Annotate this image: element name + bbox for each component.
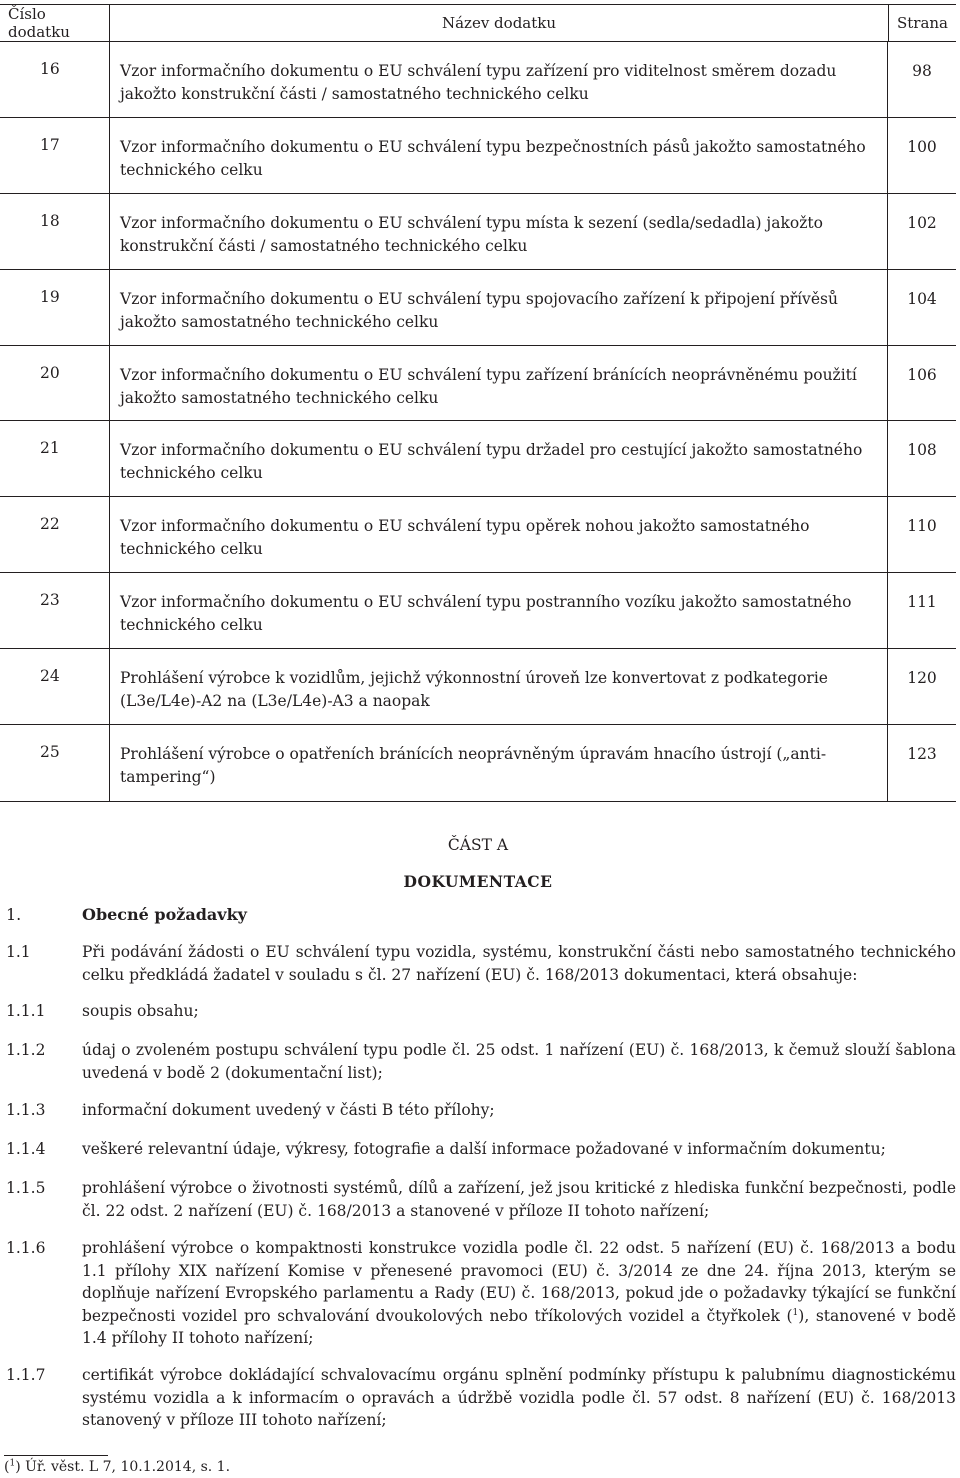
row-number: 19 [0, 270, 110, 345]
paragraph-number: 1.1.7 [6, 1366, 46, 1384]
row-page: 111 [907, 593, 937, 612]
row-title: Vzor informačního dokumentu o EU schválení typu místa k sezení (sedla/sedadla) jakožto konstrukční části / samostatného technického celku [110, 194, 888, 269]
paragraph-number: 1.1.4 [6, 1140, 46, 1158]
paragraph-1-1 [6, 941, 956, 986]
row-page: 110 [907, 517, 937, 536]
paragraph-text: prohlášení výrobce o životnosti systémů, dílů a zařízení, jež jsou kritické z hlediska funkční bezpečnosti, podle čl. 22 odst. 2 nařízení (EU) č. 168/2013 a stanovené v příloze II tohoto nařízení; [82, 1179, 956, 1220]
row-page: 123 [907, 745, 937, 764]
part-title: DOKUMENTACE [403, 872, 553, 891]
paragraph-number: 1.1.3 [6, 1101, 46, 1119]
row-number: 21 [0, 421, 110, 496]
table-header [0, 5, 956, 42]
appendix-table [0, 4, 956, 802]
footnote-text: Úř. věst. L 7, 10.1.2014, s. 1. [25, 1459, 231, 1475]
paragraph-number: 1.1.2 [6, 1041, 46, 1059]
paragraph-1-1-2 [6, 1039, 956, 1084]
row-number: 20 [0, 346, 110, 421]
row-title: Vzor informačního dokumentu o EU schválení typu zařízení bránících neoprávněnému použití jakožto samostatného technického celku [110, 346, 888, 421]
paragraph-text: údaj o zvoleném postupu schválení typu podle čl. 25 odst. 1 nařízení (EU) č. 168/2013, k čemuž slouží šablona uvedená v bodě 2 (dokumentační list); [82, 1041, 956, 1082]
paragraph-1-1-7 [6, 1364, 956, 1432]
row-page: 100 [907, 137, 937, 156]
row-number: 22 [0, 497, 110, 572]
table-row [0, 725, 956, 801]
row-title: Prohlášení výrobce o opatřeních bránících neoprávněným úpravám hnacího ústrojí („anti-tampering“) [110, 725, 888, 801]
header-title: Název dodatku [110, 5, 889, 41]
section-heading [6, 905, 247, 924]
table-row [0, 118, 956, 194]
table-row [0, 573, 956, 649]
table-row [0, 42, 956, 118]
paragraph-1-1-3 [6, 1099, 956, 1122]
row-number: 16 [0, 42, 110, 117]
table-row [0, 421, 956, 497]
row-number: 18 [0, 194, 110, 269]
footnote-divider [4, 1455, 108, 1456]
section-title: Obecné požadavky [82, 905, 247, 924]
row-page: 106 [907, 365, 937, 384]
table-row [0, 270, 956, 346]
row-page: 104 [907, 289, 937, 308]
row-page: 120 [907, 669, 937, 688]
paragraph-number: 1.1.1 [6, 1002, 46, 1020]
paragraph-number: 1.1.6 [6, 1239, 46, 1257]
footnote-ref[interactable]: 1 [792, 1307, 799, 1318]
row-number: 24 [0, 649, 110, 724]
paragraph-number: 1.1.5 [6, 1179, 46, 1197]
section-number: 1. [6, 905, 22, 924]
row-page: 102 [907, 213, 937, 232]
row-title: Prohlášení výrobce k vozidlům, jejichž výkonnostní úroveň lze konvertovat z podkategorie (L3e/L4e)-A2 na (L3e/L4e)-A3 a naopak [110, 649, 888, 724]
row-title: Vzor informačního dokumentu o EU schválení typu postranního vozíku jakožto samostatného technického celku [110, 573, 888, 648]
row-title: Vzor informačního dokumentu o EU schválení typu držadel pro cestující jakožto samostatného technického celku [110, 421, 888, 496]
row-title: Vzor informačního dokumentu o EU schválení typu spojovacího zařízení k připojení přívěsů jakožto samostatného technického celku [110, 270, 888, 345]
paragraph-text: soupis obsahu; [82, 1002, 199, 1020]
paragraph-1-1-4 [6, 1138, 956, 1161]
paragraph-text: prohlášení výrobce o kompaktnosti konstrukce vozidla podle čl. 22 odst. 5 nařízení (EU) č. 168/2013 a bodu 1.1 přílohy XIX nařízení Komise v přenesené pravomoci (EU) č. 3/2014 ze dne 24. října 2013, kterým se doplňuje nařízení Evropského parlamentu a Rady (EU) č. 168/2013, pokud jde o požadavky týkající se funkční bezpečnosti vozidel pro schvalování dvoukolových nebo tříkolových vozidel a čtyřkolek ($^1$), stanovené v bodě 1.4 přílohy II tohoto nařízení; [82, 1239, 956, 1347]
row-page: 98 [912, 62, 932, 80]
footnote-marker: 1 [9, 1458, 16, 1469]
paragraph-text: certifikát výrobce dokládající schvalovacímu orgánu splnění podmínky přístupu k palubnímu diagnostickému systému vozidla a k informacím o opravách a údržbě vozidla podle čl. 57 odst. 8 nařízení (EU) č. 168/2013 stanovený v příloze III tohoto nařízení; [82, 1366, 956, 1429]
row-number: 23 [0, 573, 110, 648]
row-title: Vzor informačního dokumentu o EU schválení typu zařízení pro viditelnost směrem dozadu jakožto konstrukční části / samostatného technického celku [110, 42, 888, 117]
table-row [0, 194, 956, 270]
footnote: ($^1$) Úř. věst. L 7, 10.1.2014, s. 1. [4, 1458, 231, 1475]
table-row [0, 346, 956, 422]
row-page: 108 [907, 441, 937, 460]
row-title: Vzor informačního dokumentu o EU schválení typu bezpečnostních pásů jakožto samostatného technického celku [110, 118, 888, 193]
paragraph-1-1-1 [6, 1000, 956, 1023]
header-page: Strana [896, 14, 948, 32]
row-number: 17 [0, 118, 110, 193]
paragraph-text: veškeré relevantní údaje, výkresy, fotografie a další informace požadované v informačním dokumentu; [82, 1140, 886, 1158]
paragraph-1-1-6 [6, 1237, 956, 1350]
table-row [0, 649, 956, 725]
row-number: 25 [0, 725, 110, 801]
paragraph-text: informační dokument uvedený v části B této přílohy; [82, 1101, 495, 1119]
part-label: ČÁST A [447, 836, 509, 854]
paragraph-number: 1.1 [6, 943, 31, 961]
paragraph-1-1-5 [6, 1177, 956, 1222]
paragraph-text: Při podávání žádosti o EU schválení typu vozidla, systému, konstrukční části nebo samostatného technického celku předkládá žadatel v souladu s čl. 27 nařízení (EU) č. 168/2013 dokumentaci, která obsahuje: [82, 943, 956, 984]
table-row [0, 497, 956, 573]
row-title: Vzor informačního dokumentu o EU schválení typu opěrek nohou jakožto samostatného technického celku [110, 497, 888, 572]
header-number: Číslo dodatku [0, 5, 110, 41]
